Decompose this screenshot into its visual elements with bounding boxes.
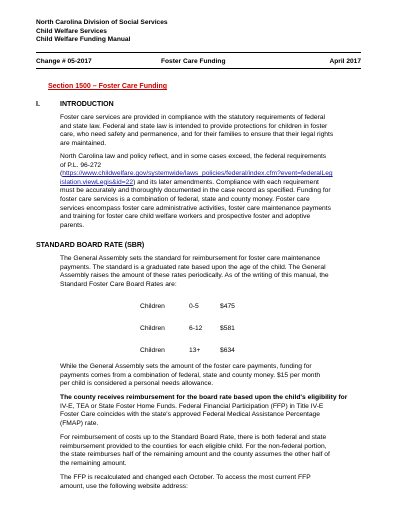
text-line bbox=[60, 170, 360, 179]
text-line: of P.L. 96-272 bbox=[60, 161, 102, 169]
sbr-heading: STANDARD BOARD RATE (SBR) bbox=[36, 242, 145, 249]
text-line: Foster care services are provided in compliance with the statutory requirements of federal bbox=[60, 114, 326, 121]
change-number: Change # 05-2017 bbox=[36, 58, 92, 65]
division-name: Child Welfare Services bbox=[36, 27, 107, 35]
manual-name: Child Welfare Funding Manual bbox=[36, 36, 131, 44]
text-line: must be accurately and thoroughly documented in the case record as specified. Funding for bbox=[60, 187, 331, 195]
text-line: The county receives reimbursement for the board rate based upon the child's eligibility for bbox=[60, 394, 348, 401]
text-line: reimbursement provided to the counties for each eligible child. For the non-federal portion, bbox=[60, 442, 327, 450]
rate-label: Children bbox=[140, 303, 165, 311]
text-line: services encompass foster care administrative activities, foster care maintenance payments bbox=[60, 204, 331, 212]
rate-age: 13+ bbox=[189, 346, 201, 354]
text-line: per child is considered a personal needs allowance. bbox=[60, 380, 214, 388]
rate-row bbox=[140, 340, 235, 362]
text-line: Assembly raises the amount of these rates periodically. As of the writing of this manual, the bbox=[60, 272, 329, 280]
text-line bbox=[60, 179, 360, 188]
intro-paragraph-1 bbox=[60, 114, 360, 148]
section-title: Section 1500 – Foster Care Funding bbox=[48, 83, 168, 90]
sbr-paragraph-2 bbox=[60, 363, 360, 389]
revision-date: April 2017 bbox=[329, 58, 361, 65]
pl-96-272-link[interactable]: https://www.childwelfare.gov/systemwide/laws_policies/federal/index.cfm?event=federalLeg bbox=[62, 170, 333, 178]
rate-row bbox=[140, 318, 235, 340]
agency-name: North Carolina Division of Social Services bbox=[36, 19, 168, 26]
header-rule-top bbox=[36, 52, 361, 53]
text-line: parents. bbox=[60, 221, 85, 229]
rate-age: 6-12 bbox=[189, 325, 203, 333]
board-rate-table bbox=[140, 296, 235, 361]
sbr-paragraph-5 bbox=[60, 474, 360, 491]
text-line: payments. The standard is a graduated rate based upon the age of the child. The General bbox=[60, 263, 326, 271]
link-trailing-text: ) and its later amendments. Compliance with each requirement bbox=[133, 178, 319, 186]
text-line: are maintained. bbox=[60, 139, 107, 147]
text-line: the remaining amount. bbox=[60, 459, 127, 467]
rate-amount: $634 bbox=[220, 346, 235, 354]
rate-age: 0-5 bbox=[189, 303, 199, 311]
rate-label: Children bbox=[140, 325, 165, 333]
text-line: foster care services is a combination of federal, state and county money. Foster care bbox=[60, 195, 310, 203]
text-line: IV-E, TEA or State Foster Home Funds. Federal Financial Participation (FFP) in Title IV-E bbox=[60, 402, 324, 410]
intro-heading: INTRODUCTION bbox=[60, 101, 114, 108]
sbr-paragraph-1 bbox=[60, 255, 360, 289]
sbr-paragraph-3 bbox=[60, 394, 360, 428]
header-rule-bottom bbox=[36, 68, 361, 69]
text-line: care, who need safety and permanence, and for their families to ensure that their legal rights bbox=[60, 131, 334, 139]
pl-96-272-link-cont[interactable]: islation.viewLegis&id=22 bbox=[60, 178, 134, 186]
change-bar bbox=[36, 58, 361, 67]
text-line: The General Assembly sets the standard for reimbursement for foster care maintenance bbox=[60, 255, 321, 262]
topic-title: Foster Care Funding bbox=[161, 58, 226, 65]
text-line: (FMAP) rate. bbox=[60, 419, 99, 427]
roman-numeral: I. bbox=[36, 101, 40, 108]
intro-paragraph-2 bbox=[60, 153, 360, 230]
rate-label: Children bbox=[140, 346, 165, 354]
rate-row bbox=[140, 296, 235, 318]
text-line: While the General Assembly sets the amount of the foster care payments, funding for bbox=[60, 363, 312, 370]
paren-open: ( bbox=[60, 170, 63, 178]
text-line: and training for foster care child welfare workers and prospective foster and adoptive bbox=[60, 213, 311, 221]
text-line: the state reimburses half of the remaining amount and the county assumes the other half of bbox=[60, 451, 330, 459]
text-line: For reimbursement of costs up to the Standard Board Rate, there is both federal and state bbox=[60, 434, 327, 441]
rate-amount: $581 bbox=[220, 325, 235, 333]
text-line: Foster Care coincides with the state's approved Federal Medical Assistance Percentage bbox=[60, 411, 320, 419]
text-line: Standard Foster Care Board Rates are: bbox=[60, 280, 177, 288]
text-line: payments comes from a combination of federal, state and county money. $15 per month bbox=[60, 371, 321, 379]
text-line: The FFP is recalculated and changed each October. To access the most current FFP bbox=[60, 474, 311, 481]
text-line: amount, use the following website address: bbox=[60, 482, 188, 490]
sbr-paragraph-4 bbox=[60, 434, 360, 468]
text-line: and state law. Federal and state law is intended to provide protections for children in foster bbox=[60, 122, 328, 130]
text-line: North Carolina law and policy reflect, and in some cases exceed, the federal requirements bbox=[60, 153, 327, 160]
rate-amount: $475 bbox=[220, 303, 235, 311]
manual-header bbox=[36, 19, 168, 45]
